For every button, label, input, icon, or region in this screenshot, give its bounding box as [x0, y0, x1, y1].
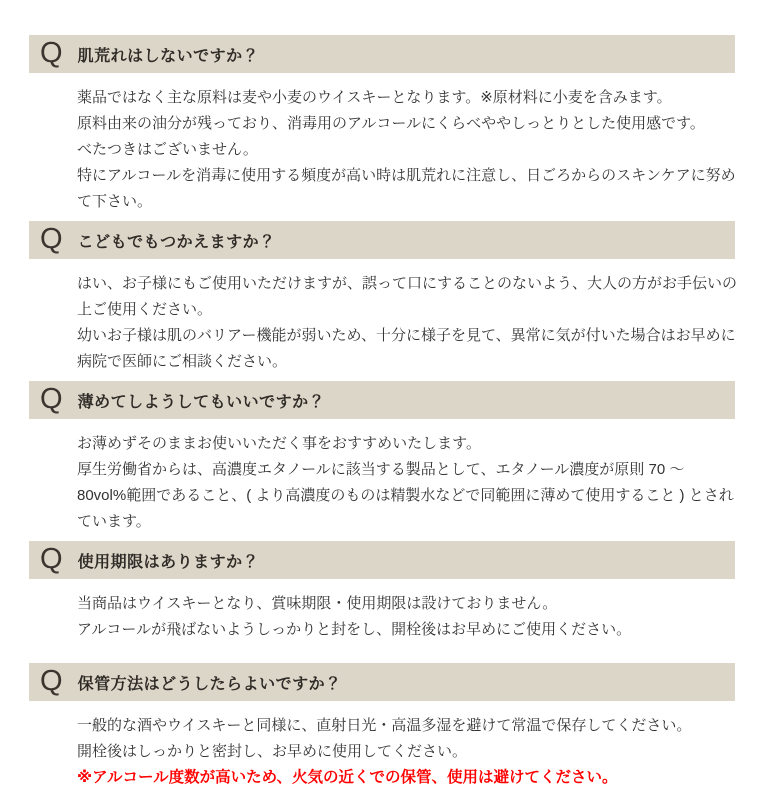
- faq-question-text: こどもでもつかえますか？: [77, 233, 276, 251]
- faq-section-skin: [0, 35, 780, 215]
- faq-question-text: 肌荒れはしないですか？: [77, 47, 260, 65]
- faq-section-storage: [0, 663, 780, 791]
- faq-answer-line: はい、お子様にもご使用いただけますが、誤って口にすることのないよう、大人の方がお手伝いの: [77, 275, 738, 292]
- faq-answer-line: 開栓後はしっかりと密封し、お早めに使用してください。: [77, 743, 468, 760]
- faq-answer-line: 上ご使用ください。: [77, 301, 213, 318]
- faq-question-text: 薄めてしようしてもいいですか？: [77, 393, 326, 411]
- faq-answer-line: アルコールが飛ばないようしっかりと封をし、開栓後はお早めにご使用ください。: [77, 621, 632, 638]
- faq-answer: [77, 713, 750, 791]
- q-mark-icon: Q: [40, 664, 63, 697]
- faq-section-expiration: [0, 541, 780, 643]
- q-mark-icon: Q: [40, 36, 63, 69]
- faq-answer-line: 原料由来の油分が残っており、消毒用のアルコールにくらべややしっとりとした使用感です。: [77, 115, 705, 132]
- q-mark-icon: Q: [40, 382, 63, 415]
- faq-answer-line: べたつきはございません。: [77, 141, 258, 158]
- faq-section-dilution: [0, 381, 780, 535]
- faq-question-bar: [29, 35, 735, 73]
- faq-question-bar: [29, 381, 735, 419]
- faq-answer: [77, 591, 750, 643]
- faq-answer-line: 特にアルコールを消毒に使用する頻度が高い時は肌荒れに注意し、日ごろからのスキンケアに努め: [77, 167, 736, 184]
- faq-answer-line: て下さい。: [77, 193, 153, 210]
- faq-answer: [77, 271, 750, 375]
- faq-answer-line: 80vol%範囲であること、( より高濃度のものは精製水などで同範囲に薄めて使用すること ) とされ: [77, 487, 734, 504]
- faq-answer-line: 一般的な酒やウイスキーと同様に、直射日光・高温多湿を避けて常温で保存してください。: [77, 717, 692, 734]
- faq-question-text: 保管方法はどうしたらよいですか？: [77, 675, 342, 693]
- faq-question-bar: [29, 541, 735, 579]
- faq-answer: [77, 431, 750, 535]
- faq-answer-line: 当商品はウイスキーとなり、賞味期限・使用期限は設けておりません。: [77, 595, 558, 612]
- faq-answer-line: 薬品ではなく主な原料は麦や小麦のウイスキーとなります。※原材料に小麦を含みます。: [77, 89, 672, 106]
- q-mark-icon: Q: [40, 542, 63, 575]
- faq-question-bar: [29, 221, 735, 259]
- faq-answer-line: 病院で医師にご相談ください。: [77, 353, 288, 370]
- faq-question-text: 使用期限はありますか？: [77, 553, 260, 571]
- q-mark-icon: Q: [40, 222, 63, 255]
- faq-warning-text: ※アルコール度数が高いため、火気の近くでの保管、使用は避けてください。: [77, 769, 618, 786]
- faq-answer-line: 幼いお子様は肌のバリアー機能が弱いため、十分に様子を見て、異常に気が付いた場合はお早めに: [77, 327, 736, 344]
- faq-answer-line: お薄めずそのままお使いいただく事をおすすめいたします。: [77, 435, 481, 452]
- faq-answer-line: 厚生労働省からは、高濃度エタノールに該当する製品として、エタノール濃度が原則 70 ～: [77, 461, 685, 478]
- faq-answer-line: ています。: [77, 513, 151, 530]
- faq-section-children: [0, 221, 780, 375]
- faq-question-bar: [29, 663, 735, 701]
- faq-answer: [77, 85, 750, 215]
